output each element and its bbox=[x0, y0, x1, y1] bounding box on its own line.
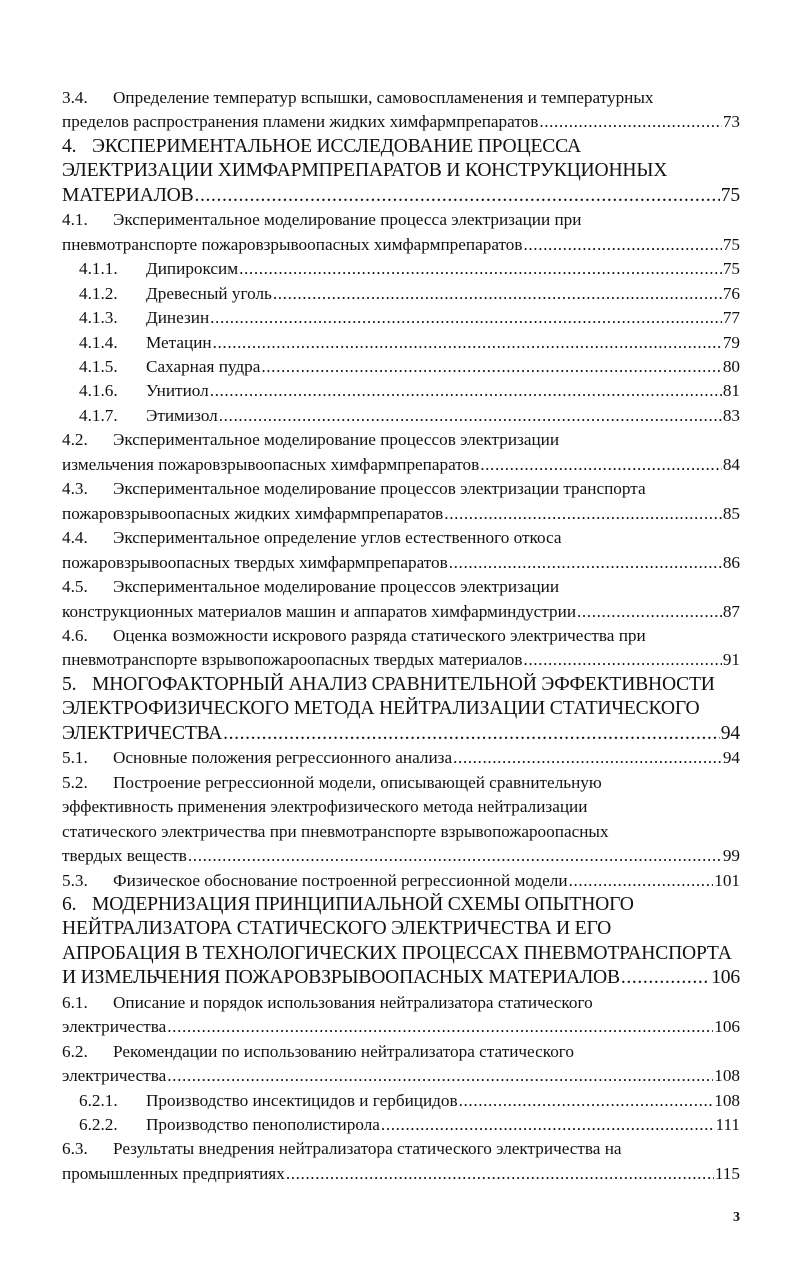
toc-entry-line bbox=[62, 1162, 740, 1186]
dot-leader bbox=[213, 331, 722, 355]
dot-leader bbox=[286, 1162, 714, 1186]
toc-entry-number: 4.3. bbox=[62, 479, 88, 499]
toc-entry-page: 111 bbox=[715, 1115, 740, 1135]
toc-entry-number: 4.1.5. bbox=[79, 356, 118, 376]
toc-entry-title: твердых веществ bbox=[62, 846, 187, 866]
toc-entry-line bbox=[62, 966, 740, 990]
toc-entry-page: 80 bbox=[722, 356, 740, 376]
toc-entry-page: 75 bbox=[720, 184, 740, 206]
toc-entry-line bbox=[62, 110, 740, 134]
toc-entry-title: Рекомендации по использованию нейтрализатора статического bbox=[113, 1041, 575, 1061]
toc-entry-line bbox=[62, 771, 740, 795]
toc-entry-line bbox=[62, 257, 740, 281]
toc-entry-line bbox=[62, 746, 740, 770]
toc-entry-line bbox=[62, 648, 740, 672]
dot-leader bbox=[188, 844, 722, 868]
toc-entry-line bbox=[62, 355, 740, 379]
toc-entry-number: 4.1.4. bbox=[79, 332, 118, 352]
toc-entry-title: электричества bbox=[62, 1066, 167, 1086]
toc-entry-title: ЭКСПЕРИМЕНТАЛЬНОЕ ИССЛЕДОВАНИЕ ПРОЦЕССА bbox=[92, 135, 581, 157]
toc-entry bbox=[62, 208, 740, 257]
dot-leader bbox=[449, 551, 722, 575]
toc-entry-title: Этимизол bbox=[146, 405, 218, 425]
toc-entry-line bbox=[62, 624, 740, 648]
toc-entry-title: Экспериментальное моделирование процессов электризации bbox=[113, 577, 560, 597]
toc-entry-title: ЭЛЕКТРИЗАЦИИ ХИМФАРМПРЕПАРАТОВ И КОНСТРУКЦИОННЫХ bbox=[62, 160, 668, 182]
toc-entry-page: 99 bbox=[722, 846, 740, 866]
dot-leader bbox=[453, 746, 722, 770]
toc-entry-line bbox=[62, 820, 740, 844]
dot-leader bbox=[195, 184, 720, 208]
toc-entry-title: И ИЗМЕЛЬЧЕНИЯ ПОЖАРОВЗРЫВООПАСНЫХ МАТЕРИАЛОВ bbox=[62, 967, 620, 989]
page-number: 3 bbox=[733, 1210, 740, 1225]
toc-entry bbox=[62, 135, 740, 208]
toc-entry-number: 6.1. bbox=[62, 992, 88, 1012]
toc-entry-title: пределов распространения пламени жидких химфармпрепаратов bbox=[62, 112, 539, 132]
toc-entry-number: 4.1.3. bbox=[79, 308, 118, 328]
toc-entry-title: МОДЕРНИЗАЦИЯ ПРИНЦИПИАЛЬНОЙ СХЕМЫ ОПЫТНОГО bbox=[92, 893, 634, 915]
toc-entry bbox=[62, 257, 740, 281]
toc-entry-page: 94 bbox=[722, 748, 740, 768]
toc-entry-title: ЭЛЕКТРИЧЕСТВА bbox=[62, 722, 223, 744]
toc-entry-title: пневмотранспорте взрывопожароопасных твердых материалов bbox=[62, 650, 523, 670]
toc-entry bbox=[62, 991, 740, 1040]
toc-entry bbox=[62, 1137, 740, 1186]
toc-entry-line bbox=[62, 917, 740, 941]
dot-leader bbox=[210, 306, 722, 330]
toc-entry-title: Производство инсектицидов и гербицидов bbox=[146, 1090, 458, 1110]
dot-leader bbox=[577, 600, 722, 624]
toc-entry-number: 5.1. bbox=[62, 748, 88, 768]
toc-entry-title: ЭЛЕКТРОФИЗИЧЕСКОГО МЕТОДА НЕЙТРАЛИЗАЦИИ СТАТИЧЕСКОГО bbox=[62, 698, 700, 720]
table-of-contents bbox=[62, 86, 740, 1186]
toc-entry-title: эффективность применения электрофизического метода нейтрализации bbox=[62, 797, 588, 817]
toc-entry-title: МАТЕРИАЛОВ bbox=[62, 184, 194, 206]
toc-entry-line bbox=[62, 453, 740, 477]
toc-entry-line bbox=[62, 135, 740, 159]
toc-entry-line bbox=[62, 502, 740, 526]
toc-entry-line bbox=[62, 1113, 740, 1137]
toc-entry-title: статического электричества при пневмотранспорте взрывопожароопасных bbox=[62, 821, 609, 841]
toc-entry-title: пожаровзрывоопасных твердых химфармпрепаратов bbox=[62, 552, 448, 572]
toc-entry-title: Результаты внедрения нейтрализатора статического электричества на bbox=[113, 1139, 622, 1159]
toc-entry-line bbox=[62, 991, 740, 1015]
toc-entry-line bbox=[62, 1137, 740, 1161]
toc-entry-line bbox=[62, 86, 740, 110]
toc-entry-line bbox=[62, 575, 740, 599]
toc-entry-number: 4. bbox=[62, 135, 77, 157]
toc-entry-number: 6.2.1. bbox=[79, 1090, 118, 1110]
toc-entry bbox=[62, 1089, 740, 1113]
toc-entry-page: 108 bbox=[714, 1090, 740, 1110]
toc-entry-line bbox=[62, 869, 740, 893]
toc-entry-title: Основные положения регрессионного анализа bbox=[113, 748, 453, 768]
toc-entry bbox=[62, 746, 740, 770]
toc-entry bbox=[62, 404, 740, 428]
toc-entry-line bbox=[62, 526, 740, 550]
dot-leader bbox=[261, 355, 721, 379]
dot-leader bbox=[523, 648, 721, 672]
toc-entry-page: 101 bbox=[714, 870, 740, 890]
toc-entry-title: измельчения пожаровзрывоопасных химфармпрепаратов bbox=[62, 454, 480, 474]
toc-entry-page: 85 bbox=[722, 503, 740, 523]
toc-entry-line bbox=[62, 477, 740, 501]
toc-entry-page: 76 bbox=[722, 283, 740, 303]
toc-entry-page: 91 bbox=[722, 650, 740, 670]
toc-entry-line bbox=[62, 1040, 740, 1064]
toc-entry bbox=[62, 1113, 740, 1137]
dot-leader bbox=[621, 966, 710, 990]
dot-leader bbox=[210, 379, 722, 403]
toc-entry-title: Экспериментальное моделирование процесса электризации при bbox=[113, 210, 582, 230]
toc-entry-page: 106 bbox=[711, 967, 740, 989]
toc-entry-line bbox=[62, 282, 740, 306]
toc-entry-number: 6. bbox=[62, 893, 77, 915]
toc-entry bbox=[62, 771, 740, 869]
toc-entry-title: Сахарная пудра bbox=[146, 356, 261, 376]
toc-entry-page: 73 bbox=[722, 112, 740, 132]
toc-entry bbox=[62, 575, 740, 624]
toc-entry-line bbox=[62, 697, 740, 721]
toc-entry bbox=[62, 379, 740, 403]
toc-entry-number: 4.1.1. bbox=[79, 259, 118, 279]
toc-entry-title: Производство пенополистирола bbox=[146, 1115, 380, 1135]
toc-entry-title: Динезин bbox=[146, 308, 210, 328]
toc-entry-line bbox=[62, 600, 740, 624]
toc-entry bbox=[62, 624, 740, 673]
toc-entry-line bbox=[62, 208, 740, 232]
toc-entry bbox=[62, 428, 740, 477]
toc-entry-line bbox=[62, 184, 740, 208]
dot-leader bbox=[444, 502, 722, 526]
dot-leader bbox=[239, 257, 722, 281]
toc-entry bbox=[62, 526, 740, 575]
toc-entry-line bbox=[62, 1089, 740, 1113]
toc-entry-line bbox=[62, 722, 740, 746]
toc-entry-page: 106 bbox=[714, 1017, 740, 1037]
toc-entry-number: 4.2. bbox=[62, 430, 88, 450]
toc-entry-title: Экспериментальное определение углов естественного откоса bbox=[113, 528, 562, 548]
toc-entry-title: Унитиол bbox=[146, 381, 209, 401]
toc-entry-line bbox=[62, 1015, 740, 1039]
toc-entry-page: 87 bbox=[722, 601, 740, 621]
toc-entry-number: 4.1.6. bbox=[79, 381, 118, 401]
toc-entry-page: 81 bbox=[722, 381, 740, 401]
toc-entry-number: 5.2. bbox=[62, 772, 88, 792]
dot-leader bbox=[480, 453, 722, 477]
toc-entry-line bbox=[62, 379, 740, 403]
dot-leader bbox=[524, 233, 722, 257]
toc-entry-line bbox=[62, 428, 740, 452]
toc-entry-number: 6.2.2. bbox=[79, 1115, 118, 1135]
toc-entry bbox=[62, 306, 740, 330]
toc-entry-line bbox=[62, 233, 740, 257]
toc-entry-title: Описание и порядок использования нейтрализатора статического bbox=[113, 992, 593, 1012]
toc-entry-page: 77 bbox=[722, 308, 740, 328]
toc-entry-title: Определение температур вспышки, самовоспламенения и температурных bbox=[113, 88, 654, 107]
dot-leader bbox=[459, 1089, 714, 1113]
toc-entry-number: 4.1.7. bbox=[79, 405, 118, 425]
toc-entry bbox=[62, 673, 740, 746]
toc-entry-line bbox=[62, 331, 740, 355]
toc-entry-page: 108 bbox=[714, 1066, 740, 1086]
toc-entry-line bbox=[62, 673, 740, 697]
toc-entry bbox=[62, 477, 740, 526]
toc-entry-page: 79 bbox=[722, 332, 740, 352]
toc-entry-title: МНОГОФАКТОРНЫЙ АНАЛИЗ СРАВНИТЕЛЬНОЙ ЭФФЕКТИВНОСТИ bbox=[92, 673, 715, 695]
toc-entry-line bbox=[62, 942, 740, 966]
toc-entry-title: Оценка возможности искрового разряда статического электричества при bbox=[113, 625, 646, 645]
toc-entry-line bbox=[62, 306, 740, 330]
toc-entry-line bbox=[62, 1064, 740, 1088]
toc-entry-number: 5.3. bbox=[62, 870, 88, 890]
dot-leader bbox=[219, 404, 722, 428]
toc-entry-number: 3.4. bbox=[62, 88, 88, 107]
dot-leader bbox=[167, 1015, 713, 1039]
toc-entry bbox=[62, 331, 740, 355]
toc-entry-page: 115 bbox=[714, 1163, 740, 1183]
toc-entry-title: Дипироксим bbox=[146, 259, 239, 279]
toc-entry-title: Физическое обоснование построенной регрессионной модели bbox=[113, 870, 568, 890]
toc-entry-line bbox=[62, 795, 740, 819]
toc-entry-line bbox=[62, 551, 740, 575]
toc-entry-line bbox=[62, 404, 740, 428]
toc-entry-title: Древесный уголь bbox=[146, 283, 272, 303]
toc-entry-title: Построение регрессионной модели, описывающей сравнительную bbox=[113, 772, 602, 792]
dot-leader bbox=[539, 110, 721, 134]
toc-entry-page: 84 bbox=[722, 454, 740, 474]
toc-entry-number: 4.1. bbox=[62, 210, 88, 230]
toc-entry bbox=[62, 1040, 740, 1089]
toc-entry-page: 75 bbox=[722, 234, 740, 254]
toc-entry-page: 94 bbox=[720, 722, 740, 744]
dot-leader bbox=[569, 869, 714, 893]
toc-entry bbox=[62, 86, 740, 135]
toc-entry-title: АПРОБАЦИЯ В ТЕХНОЛОГИЧЕСКИХ ПРОЦЕССАХ ПНЕВМОТРАНСПОРТА bbox=[62, 942, 732, 964]
toc-entry-page: 86 bbox=[722, 552, 740, 572]
toc-entry-number: 4.1.2. bbox=[79, 283, 118, 303]
toc-entry bbox=[62, 282, 740, 306]
toc-entry bbox=[62, 893, 740, 991]
toc-entry-page: 83 bbox=[722, 405, 740, 425]
toc-entry-title: электричества bbox=[62, 1017, 167, 1037]
toc-entry bbox=[62, 355, 740, 379]
toc-entry-line bbox=[62, 893, 740, 917]
toc-entry-number: 6.2. bbox=[62, 1041, 88, 1061]
toc-entry-number: 6.3. bbox=[62, 1139, 88, 1159]
dot-leader bbox=[381, 1113, 715, 1137]
toc-entry-title: пожаровзрывоопасных жидких химфармпрепаратов bbox=[62, 503, 444, 523]
dot-leader bbox=[273, 282, 722, 306]
dot-leader bbox=[167, 1064, 713, 1088]
toc-entry-title: Метацин bbox=[146, 332, 212, 352]
toc-entry-title: конструкционных материалов машин и аппаратов химфарминдустрии bbox=[62, 601, 577, 621]
toc-entry-number: 5. bbox=[62, 673, 77, 695]
dot-leader bbox=[223, 722, 720, 746]
toc-entry-number: 4.4. bbox=[62, 528, 88, 548]
toc-entry-line bbox=[62, 159, 740, 183]
toc-entry bbox=[62, 869, 740, 893]
toc-entry-title: промышленных предприятиях bbox=[62, 1163, 285, 1183]
toc-entry-title: НЕЙТРАЛИЗАТОРА СТАТИЧЕСКОГО ЭЛЕКТРИЧЕСТВА И ЕГО bbox=[62, 918, 612, 940]
toc-entry-title: пневмотранспорте пожаровзрывоопасных химфармпрепаратов bbox=[62, 234, 523, 254]
toc-entry-line bbox=[62, 844, 740, 868]
toc-entry-number: 4.6. bbox=[62, 625, 88, 645]
toc-entry-page: 75 bbox=[722, 259, 740, 279]
toc-entry-title: Экспериментальное моделирование процессов электризации bbox=[113, 430, 560, 450]
toc-entry-number: 4.5. bbox=[62, 577, 88, 597]
toc-entry-title: Экспериментальное моделирование процессов электризации транспорта bbox=[113, 479, 646, 499]
